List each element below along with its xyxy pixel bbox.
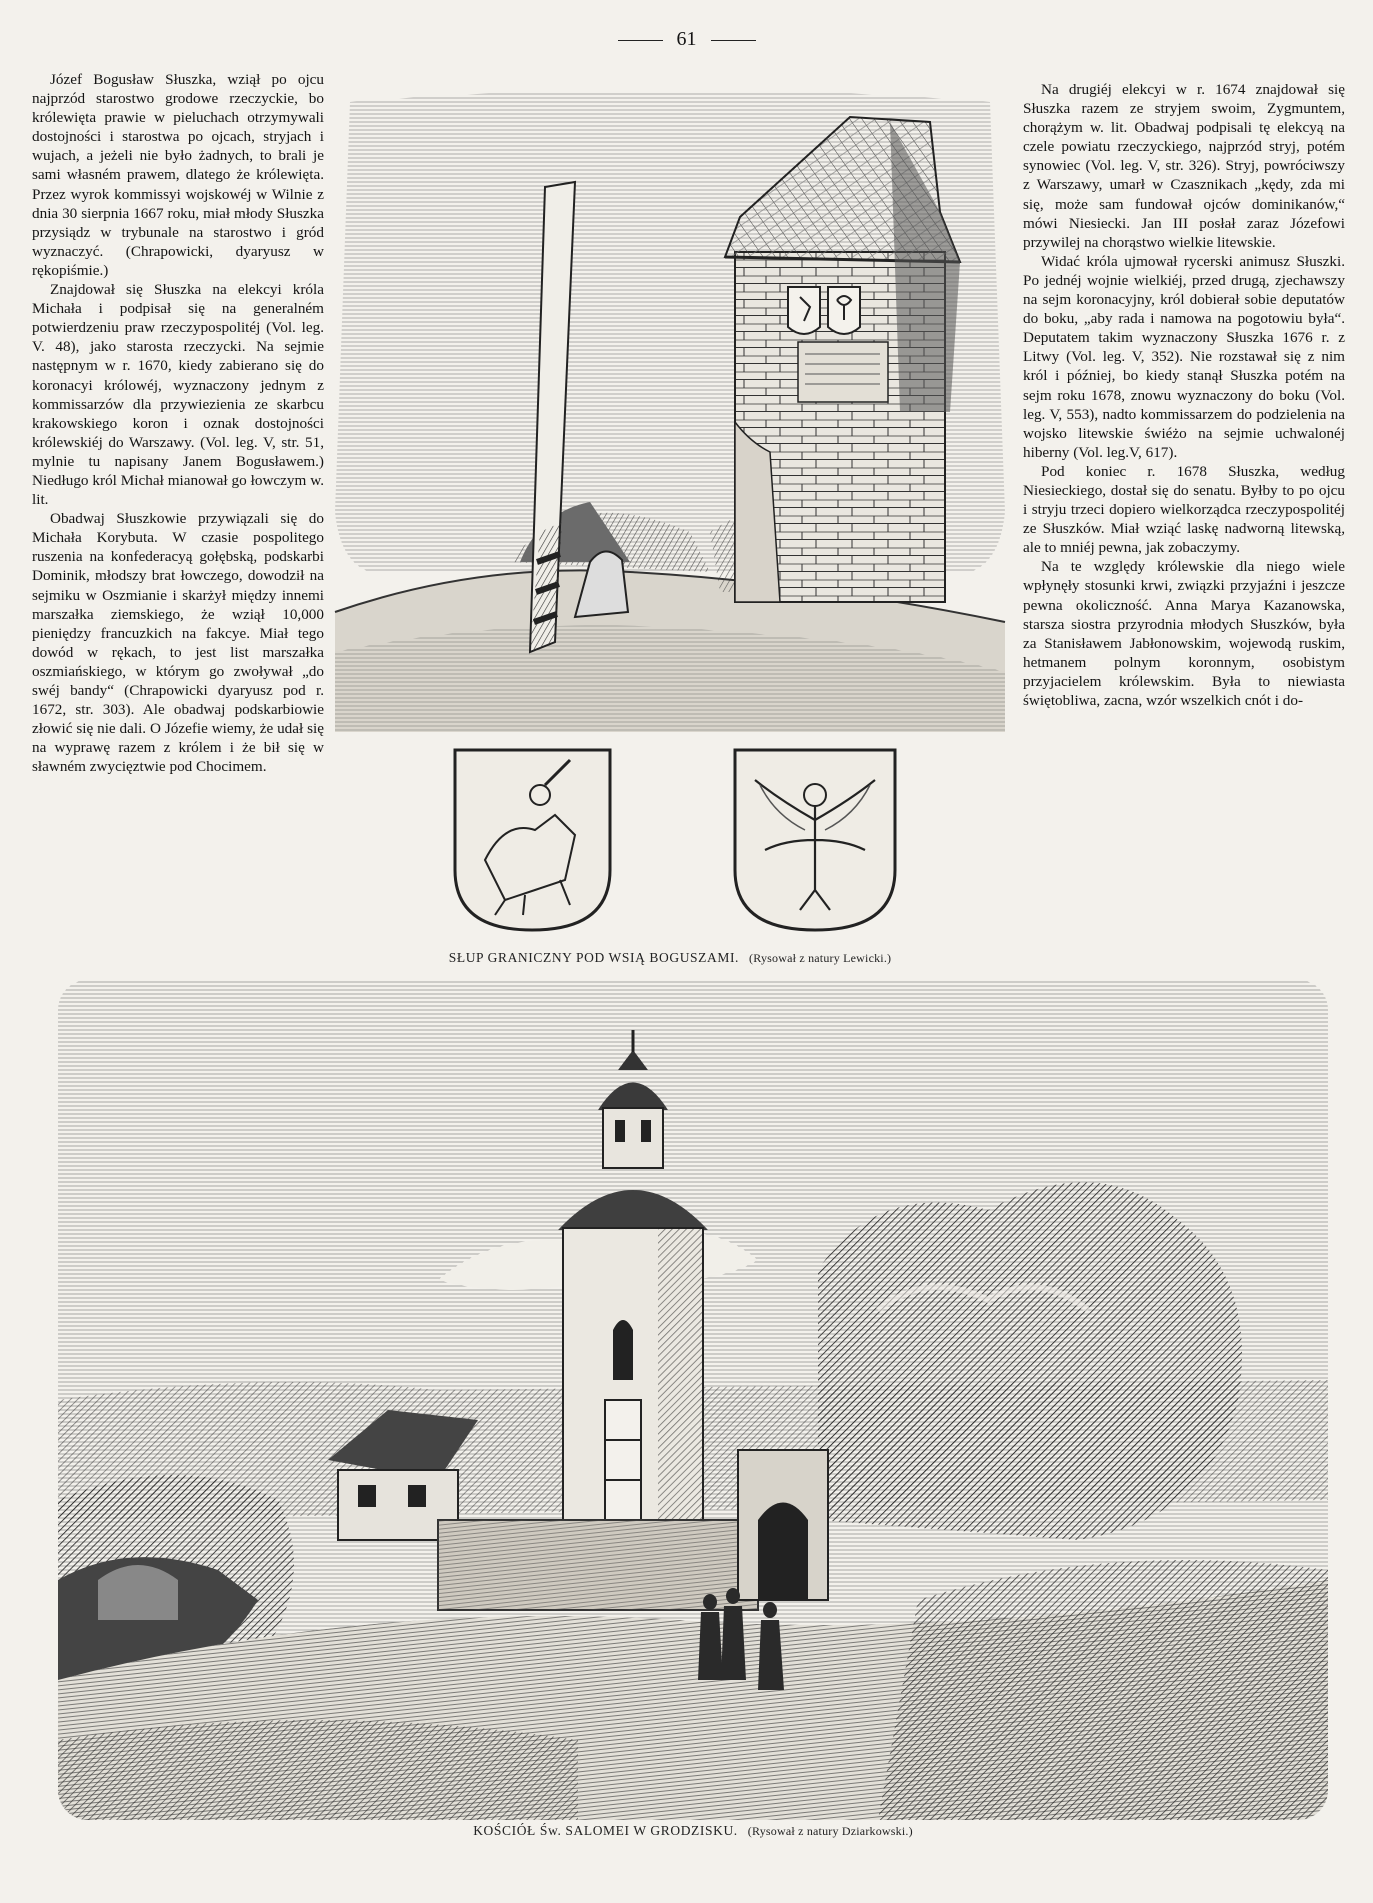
- left-paragraph-2: Znajdował się Słuszka na elekcyi króla Michała i podpisał się na generalném potwierdzeniu praw rzeczypospolitéj (Vol. leg. V. 48), jako starosta rzeczycki. Na sejmie następnym w r. 1670, kiedy zabierano się do koronacyi królowéj, wyznaczony jednym z kommissarzów dla przywiezienia ze skarbcu krakowskiego koron i oznak dostojności królewskiéj do Warszawy. (Vol. leg. V, str. 51, mylnie tu napisany Janem Bogusławem.) Niedługo król Michał mianował go łowczym w. lit.: [32, 281, 324, 509]
- top-caption-title: SŁUP GRANICZNY POD WSIĄ BOGUSZAMI.: [448, 950, 740, 965]
- right-paragraph-2: Widać króla ujmował rycerski animusz Słuszki. Po jednéj wojnie wielkiéj, przed drugą, zjechawszy na sejm koronacyjny, król dobierał sobie deputatów do boku, „aby rada i namowa na pogotowiu była“. Deputatem takim wyznaczony Słuszka 1676 r. z Litwy (Vol. leg. V, 352). Nie rozstawał się z nim król i później, bo kiedy stanął Słuszka potém na sejm roku 1678, znowu wyznaczony do boku (Vol. leg. V, 553), nadto kommissarzem do podzielenia na wojsko litewskie świéżo na sejmie uchwalonéj hiberny (Vol. leg.V, 617).: [1023, 252, 1345, 461]
- church-illustration: [58, 980, 1328, 1820]
- page-number-text: 61: [676, 28, 697, 50]
- boundary-pillar-illustration: [330, 92, 1010, 732]
- pogon-coat-of-arms-icon: [455, 750, 610, 930]
- page-number-rule-right: [711, 40, 756, 41]
- eagle-coat-of-arms-icon: [735, 750, 895, 930]
- right-text-column: [1023, 80, 1345, 710]
- top-caption-credit: (Rysował z natury Lewicki.): [749, 951, 892, 965]
- gate: [738, 1450, 828, 1600]
- church-engraving: [58, 980, 1328, 1820]
- right-paragraph-3: Pod koniec r. 1678 Słuszka, według Niesieckiego, dostał się do senatu. Byłby to po ojcu i stryju trzeci dopiero wielkorządca rzeczypospolitéj ze Słuszków. Miał wziąć laskę nadworną litewską, ale to mniéj pewna, jak zobaczymy.: [1023, 462, 1345, 557]
- boundary-pillar-engraving: [330, 92, 1010, 732]
- coats-of-arms-illustration: [445, 740, 905, 940]
- bottom-caption-title: KOŚCIÓŁ Św. SALOMEI W GRODZISKU.: [473, 1823, 738, 1838]
- bottom-caption-credit: (Rysował z natury Dziarkowski.): [747, 1824, 913, 1838]
- right-paragraph-1: Na drugiéj elekcyi w r. 1674 znajdował się Słuszka razem ze stryjem swoim, Zygmuntem, chorążym w. lit. Obadwaj podpisali tę elekcyą na czele powiatu rzeczyckiego, najprzód stryj, potém synowiec (Vol. leg. V, str. 326). Stryj, powróciwszy z Warszawy, umarł w Czasznikach „kędy, zda mi się, może sam fundował ojców dominikanów,“ mówi Niesiecki. Jan III posłał zaraz Józefowi przywilej na chorąstwo wielkie litewskie.: [1023, 81, 1345, 251]
- page-number-rule-left: [618, 40, 663, 41]
- coats-of-arms-engraving: [445, 740, 905, 940]
- bottom-figure-caption: [58, 1823, 1328, 1839]
- page-number: [0, 28, 1373, 51]
- left-paragraph-3: Obadwaj Słuszkowie przywiązali się do Michała Korybuta. W czasie pospolitego ruszenia na konfederacyą gołębską, podskarbi Dominik, młodszy brat łowczego, dowodził na sejmiku w Oszmianie i skarżył między innemi marszałka ziemskiego, że wziął 10,000 pieniędzy francuzkich na fakcye. Miał tego dowód w rękach, to jest list marszałka oszmiańskiego, w którym go zwoływał „do swéj bandy“ (Chrapowicki dyaryusz pod r. 1672, str. 303). Ale obadwaj podskarbiowie złowić się nie dali. O Józefie wiemy, że udał się na wyprawę razem z królem i że bił się w sławném zwycięztwie pod Chocimem.: [32, 510, 324, 776]
- right-paragraph-4: Na te względy królewskie dla niego wiele wpłynęły stosunki krwi, związki przyjaźni i jeszcze pewna okoliczność. Anna Marya Kazanowska, starsza siostra przyrodnia młodych Słuszków, była za Stanisławem Jabłonowskim, wojewodą ruskim, hetmanem polnym koronnym, osobistym przyjacielem królewskim. Była to niewiasta świętobliwa, zacna, wzór wszelkich cnót i do-: [1023, 558, 1345, 709]
- pillar-inscription-plaque: [798, 342, 888, 402]
- top-figure-caption: [330, 950, 1010, 966]
- left-text-column: [32, 70, 324, 776]
- left-paragraph-1: Józef Bogusław Słuszka, wziął po ojcu najprzód starostwo grodowe rzeczyckie, bo królewięta prawie w pieluchach otrzymywali dostojności i starostwa po ojcach, stryjach i wujach, a jeżeli nie było żadnych, to brali je sami własném prawem, dlatego że królewięta. Przez wyrok kommissyi wojskowéj w Wilnie z dnia 30 sierpnia 1667 roku, miał młody Słuszka przysiądz w trybunale na starostwo i gród wyznaczyć. (Chrapowicki, dyaryusz w rękopiśmie.): [32, 71, 324, 279]
